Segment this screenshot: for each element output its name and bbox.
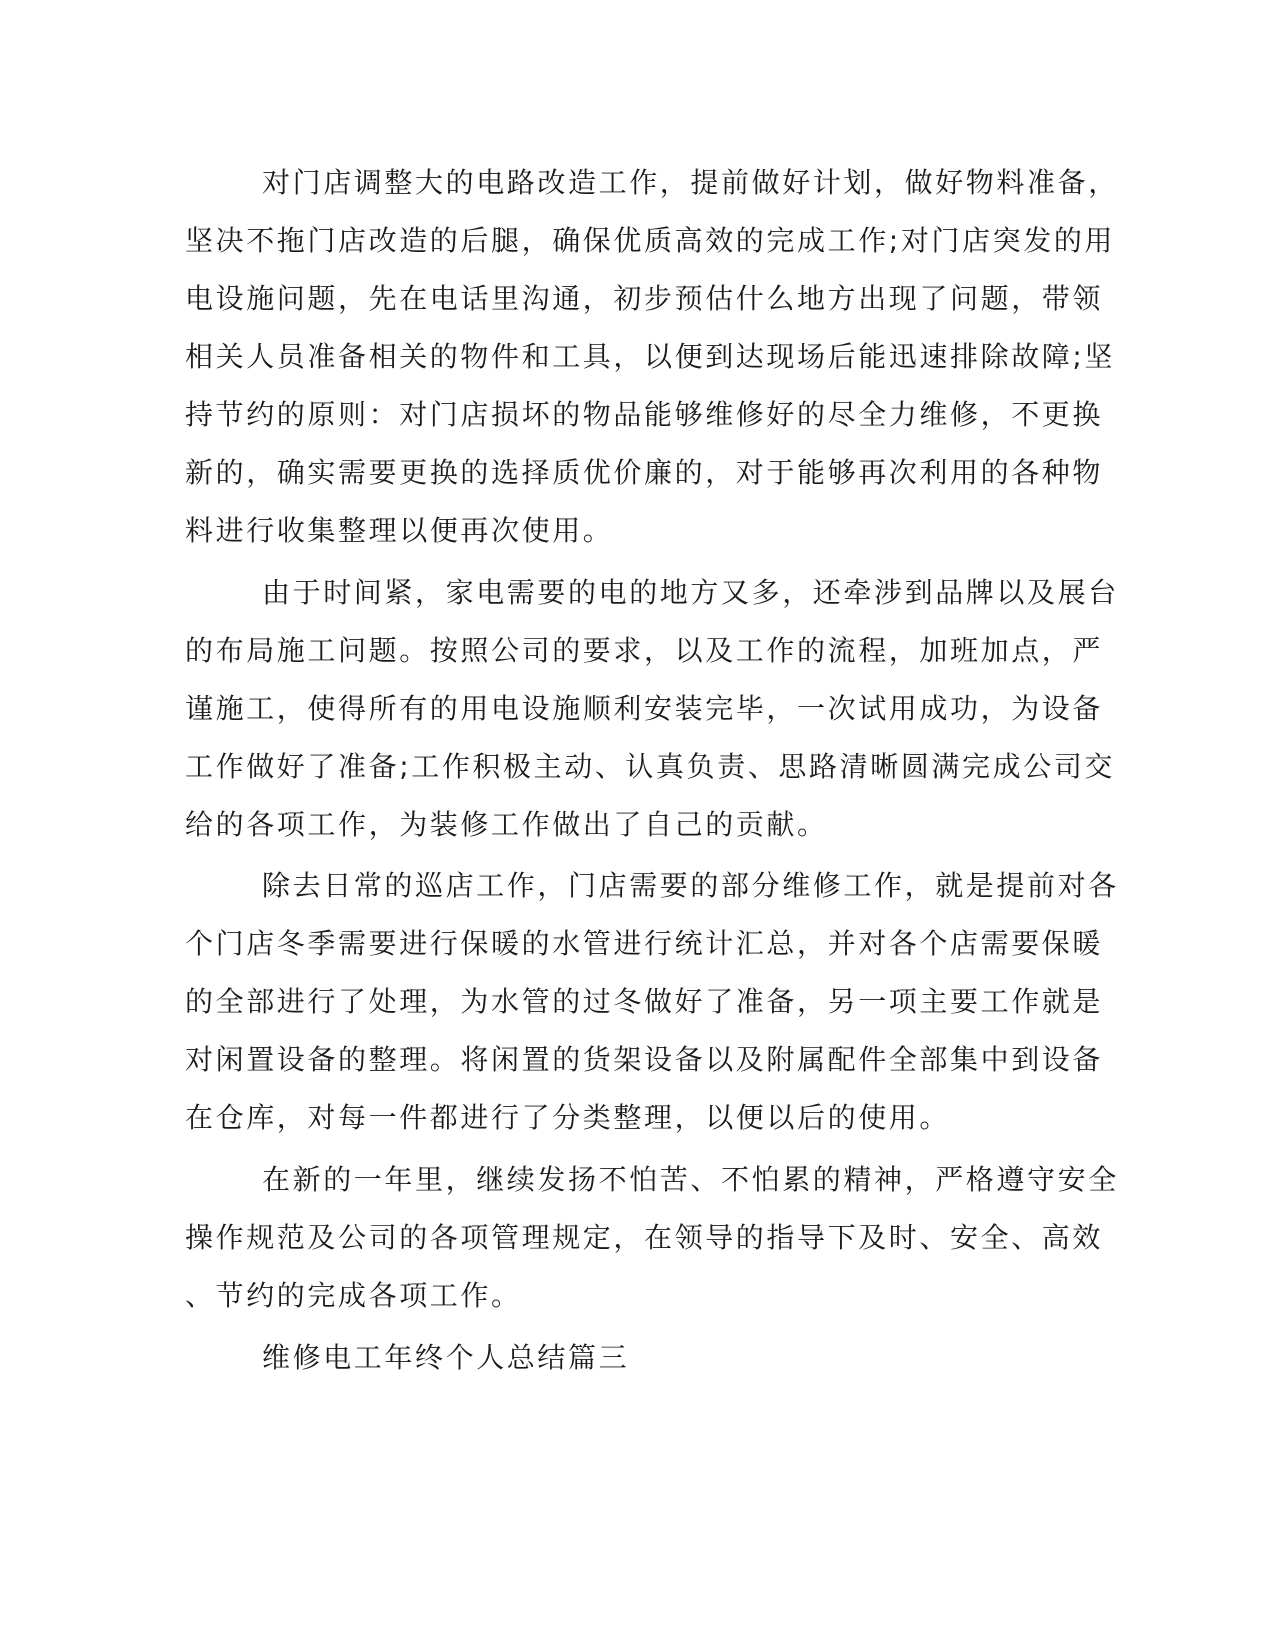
paragraph-1-line-2: 坚决不拖门店改造的后腿，确保优质高效的完成工作;对门店突发的用 <box>185 224 1116 257</box>
paragraph-2-line-5: 给的各项工作，为装修工作做出了自己的贡献。 <box>185 808 828 841</box>
paragraph-1-line-4: 相关人员准备相关的物件和工具，以便到达现场后能迅速排除故障;坚 <box>185 340 1116 373</box>
paragraph-1-line-6: 新的，确实需要更换的选择质优价廉的，对于能够再次利用的各种物 <box>185 456 1104 489</box>
paragraph-3-line-4: 对闲置设备的整理。将闲置的货架设备以及附属配件全部集中到设备 <box>185 1043 1104 1076</box>
paragraph-3-line-3: 的全部进行了处理，为水管的过冬做好了准备，另一项主要工作就是 <box>185 985 1104 1018</box>
paragraph-1-line-3: 电设施问题，先在电话里沟通，初步预估什么地方出现了问题，带领 <box>185 282 1104 315</box>
paragraph-2-line-4: 工作做好了准备;工作积极主动、认真负责、思路清晰圆满完成公司交 <box>185 750 1116 783</box>
paragraph-4-line-3: 、节约的完成各项工作。 <box>185 1279 522 1312</box>
paragraph-2-line-3: 谨施工，使得所有的用电设施顺利安装完毕，一次试用成功，为设备 <box>185 692 1104 725</box>
section-heading: 维修电工年终个人总结篇三 <box>262 1341 630 1374</box>
paragraph-4-line-2: 操作规范及公司的各项管理规定，在领导的指导下及时、安全、高效 <box>185 1221 1104 1254</box>
paragraph-3-line-1: 除去日常的巡店工作，门店需要的部分维修工作，就是提前对各 <box>262 869 1119 902</box>
paragraph-1-line-7: 料进行收集整理以便再次使用。 <box>185 514 614 547</box>
paragraph-3-line-5: 在仓库，对每一件都进行了分类整理，以便以后的使用。 <box>185 1101 951 1134</box>
paragraph-1-line-5: 持节约的原则：对门店损坏的物品能够维修好的尽全力维修，不更换 <box>185 398 1104 431</box>
paragraph-4-line-1: 在新的一年里，继续发扬不怕苦、不怕累的精神，严格遵守安全 <box>262 1163 1119 1196</box>
paragraph-1-line-1: 对门店调整大的电路改造工作，提前做好计划，做好物料准备， <box>262 166 1119 199</box>
paragraph-2-line-1: 由于时间紧，家电需要的电的地方又多，还牵涉到品牌以及展台 <box>262 576 1119 609</box>
paragraph-3-line-2: 个门店冬季需要进行保暖的水管进行统计汇总，并对各个店需要保暖 <box>185 927 1104 960</box>
paragraph-2-line-2: 的布局施工问题。按照公司的要求，以及工作的流程，加班加点，严 <box>185 634 1104 667</box>
